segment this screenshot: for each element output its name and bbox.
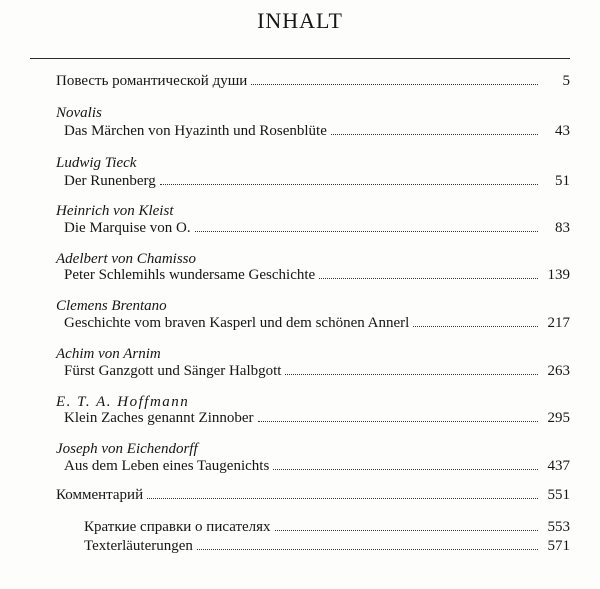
- author-name: Achim von Arnim: [56, 346, 161, 362]
- page-title: INHALT: [257, 8, 343, 33]
- author-name: Heinrich von Kleist: [56, 203, 174, 219]
- dot-leader: [197, 537, 538, 550]
- dot-leader: [275, 518, 538, 531]
- top-rule: [30, 58, 570, 59]
- page-number: 553: [547, 519, 570, 535]
- toc-row[interactable]: [64, 362, 570, 380]
- dot-leader: [285, 362, 538, 375]
- toc-entry-title: Die Marquise von O.: [64, 220, 191, 236]
- page-number: 83: [555, 220, 570, 236]
- page-number: 139: [547, 267, 570, 283]
- author-name: Adelbert von Chamisso: [56, 251, 196, 267]
- toc-row[interactable]: [64, 457, 570, 475]
- page-number: 51: [555, 173, 570, 189]
- toc-row[interactable]: [64, 219, 570, 237]
- page-number: 43: [555, 123, 570, 139]
- toc-entry-title: Geschichte vom braven Kasperl und dem schönen Annerl: [64, 315, 410, 331]
- dot-leader: [251, 72, 538, 85]
- dot-leader: [413, 314, 538, 327]
- author-name: Joseph von Eichendorff: [56, 441, 198, 457]
- toc-row[interactable]: [64, 172, 570, 190]
- dot-leader: [160, 172, 538, 185]
- toc-entry-title: Der Runenberg: [64, 173, 156, 189]
- toc-entry-title: Aus dem Leben eines Taugenichts: [64, 458, 270, 474]
- page-number: 263: [547, 363, 570, 379]
- toc-entry-title: Краткие справки о писателях: [84, 519, 271, 535]
- toc-row[interactable]: [64, 409, 570, 427]
- toc-entry-title: Texterläuterungen: [84, 538, 193, 554]
- toc-row[interactable]: [64, 122, 570, 140]
- dot-leader: [319, 266, 538, 279]
- author-name: E. T. A. Hoffmann: [56, 394, 190, 410]
- toc-row-sub[interactable]: [84, 537, 570, 555]
- toc-entry-title: Повесть романтической души: [56, 73, 248, 89]
- toc-row-commentary[interactable]: [56, 486, 570, 504]
- dot-leader: [195, 219, 538, 232]
- page-number: 217: [547, 315, 570, 331]
- dot-leader: [147, 486, 538, 499]
- toc-entry-title: Das Märchen von Hyazinth und Rosenblüte: [64, 123, 327, 139]
- toc-entry-title: Fürst Ganzgott und Sänger Halbgott: [64, 363, 282, 379]
- author-name: Clemens Brentano: [56, 298, 167, 314]
- toc-entry-title: Klein Zaches genannt Zinnober: [64, 410, 254, 426]
- toc-row[interactable]: [64, 314, 570, 332]
- page-number: 5: [562, 73, 570, 89]
- page-number: 437: [547, 458, 570, 474]
- toc-row-intro[interactable]: [56, 72, 570, 90]
- page-number: 551: [547, 487, 570, 503]
- dot-leader: [331, 122, 538, 135]
- author-name: Novalis: [56, 105, 102, 121]
- author-name: Ludwig Tieck: [56, 155, 137, 171]
- page-number: 295: [547, 410, 570, 426]
- dot-leader: [258, 409, 538, 422]
- page-number: 571: [547, 538, 570, 554]
- dot-leader: [273, 457, 538, 470]
- toc-entry-title: Комментарий: [56, 487, 144, 503]
- toc-entry-title: Peter Schlemihls wundersame Geschichte: [64, 267, 316, 283]
- toc-row-sub[interactable]: [84, 518, 570, 536]
- toc-row[interactable]: [64, 266, 570, 284]
